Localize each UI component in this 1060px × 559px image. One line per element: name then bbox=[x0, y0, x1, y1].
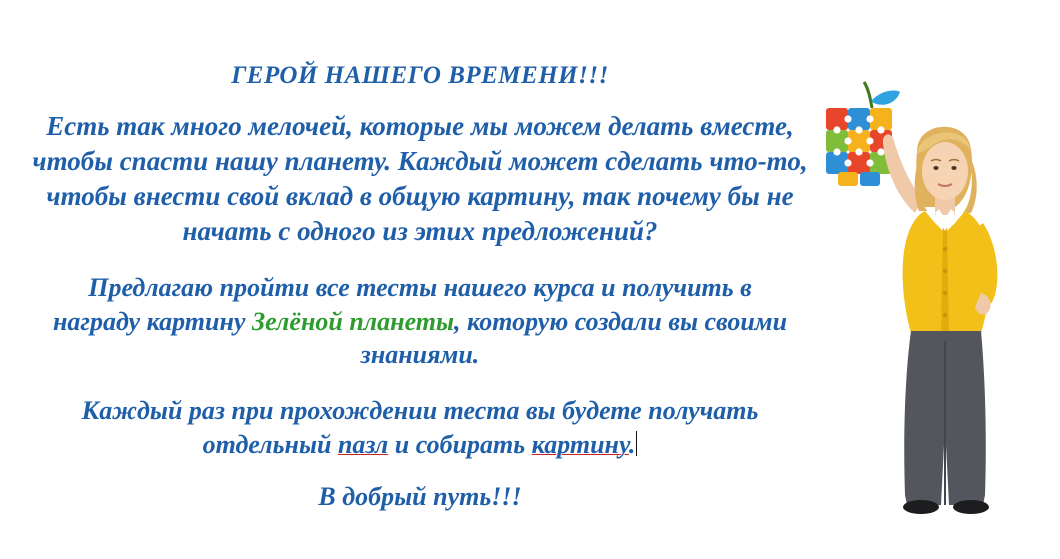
paragraph-puzzle-part1: Каждый раз при прохождении теста вы будете получать отдельный bbox=[81, 396, 759, 460]
spellcheck-word-pazl: пазл bbox=[337, 430, 389, 460]
closing-line: В добрый путь!!! bbox=[318, 481, 522, 511]
woman-holding-apple-photo bbox=[855, 95, 1045, 515]
paragraph-puzzle-part3: . bbox=[628, 430, 636, 460]
text-column bbox=[20, 60, 820, 514]
paragraph-intro: Есть так много мелочей, которые мы можем делать вместе, чтобы спасти нашу планету. Каждый может сделать что-то, чтобы внести свой вклад в общую картину, так почему бы не начать с одного из этих предложений? bbox=[32, 110, 808, 246]
green-planet-highlight: Зелёной планеты bbox=[251, 306, 455, 336]
paragraph-puzzle-part2: и собирать bbox=[388, 430, 532, 460]
paragraph-offer-part2: , которую создали вы своими знаниями. bbox=[360, 306, 788, 370]
paragraph-offer-part1: Предлагаю пройти все тесты нашего курса и получить в награду картину bbox=[52, 272, 752, 336]
spellcheck-word-kartinu: картину bbox=[531, 430, 629, 460]
paragraph-offer bbox=[20, 271, 820, 372]
paragraph-puzzle bbox=[20, 394, 820, 462]
text-cursor bbox=[636, 431, 637, 456]
document-title: ГЕРОЙ НАШЕГО ВРЕМЕНИ!!! bbox=[231, 62, 609, 89]
